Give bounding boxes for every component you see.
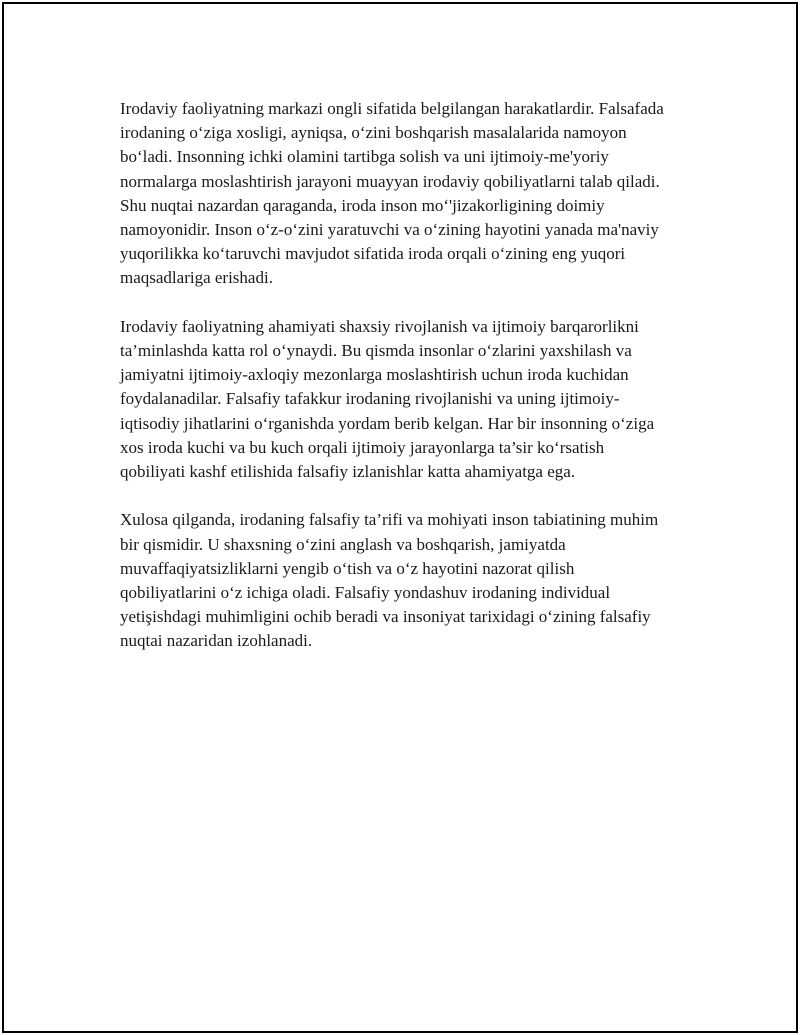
paragraph-3: Xulosa qilganda, irodaning falsafiy ta’rifi va mohiyati inson tabiatining muhim bir qismidir. U shaxsning o‘zini anglash va boshqarish, jamiyatda muvaffaqiyatsizliklarni yengib o‘tish va o‘z hayotini nazorat qilish qobiliyatlarini o‘z ichiga oladi. Falsafiy yondashuv irodaning individual yetişishdagi muhimligini ochib beradi va insoniyat tarixidagi o‘zining falsafiy nuqtai nazaridan izohlanadi. (120, 510, 659, 651)
document-page (2, 2, 798, 1033)
document-body (120, 97, 665, 678)
paragraph-2: Irodaviy faoliyatning ahamiyati shaxsiy rivojlanish va ijtimoiy barqarorlikni ta’minlashda katta rol o‘ynaydi. Bu qismda insonlar o‘zlarini yaxshilash va jamiyatni ijtimoiy-axloqiy mezonlarga moslashtirish uchun iroda kuchidan foydalanadilar. Falsafiy tafakkur irodaning rivojlanishi va uning ijtimoiy-iqtisodiy jihatlarini o‘rganishda yordam berib kelgan. Har bir insonning o‘ziga xos iroda kuchi va bu kuch orqali ijtimoiy jarayonlarga ta’sir ko‘rsatish qobiliyati kashf etilishida falsafiy izlanishlar katta ahamiyatga ega. (120, 316, 655, 482)
paragraph-1: Irodaviy faoliyatning markazi ongli sifatida belgilangan harakatlardir. Falsafada irodaning o‘ziga xosligi, ayniqsa, o‘zini boshqarish masalalarida namoyon bo‘ladi. Insonning ichki olamini tartibga solish va uni ijtimoiy-me'yoriy normalarga moslashtirish jarayoni muayyan irodaviy qobiliyatlarni talab qiladi. Shu nuqtai nazardan qaraganda, iroda inson mo‘'jizakorligining doimiy namoyonidir. Inson o‘z-o‘zini yaratuvchi va o‘zining hayotini yanada ma'naviy yuqorilikka ko‘taruvchi mavjudot sifatida iroda orqali o‘zining eng yuqori maqsadlariga erishadi. (120, 99, 664, 288)
